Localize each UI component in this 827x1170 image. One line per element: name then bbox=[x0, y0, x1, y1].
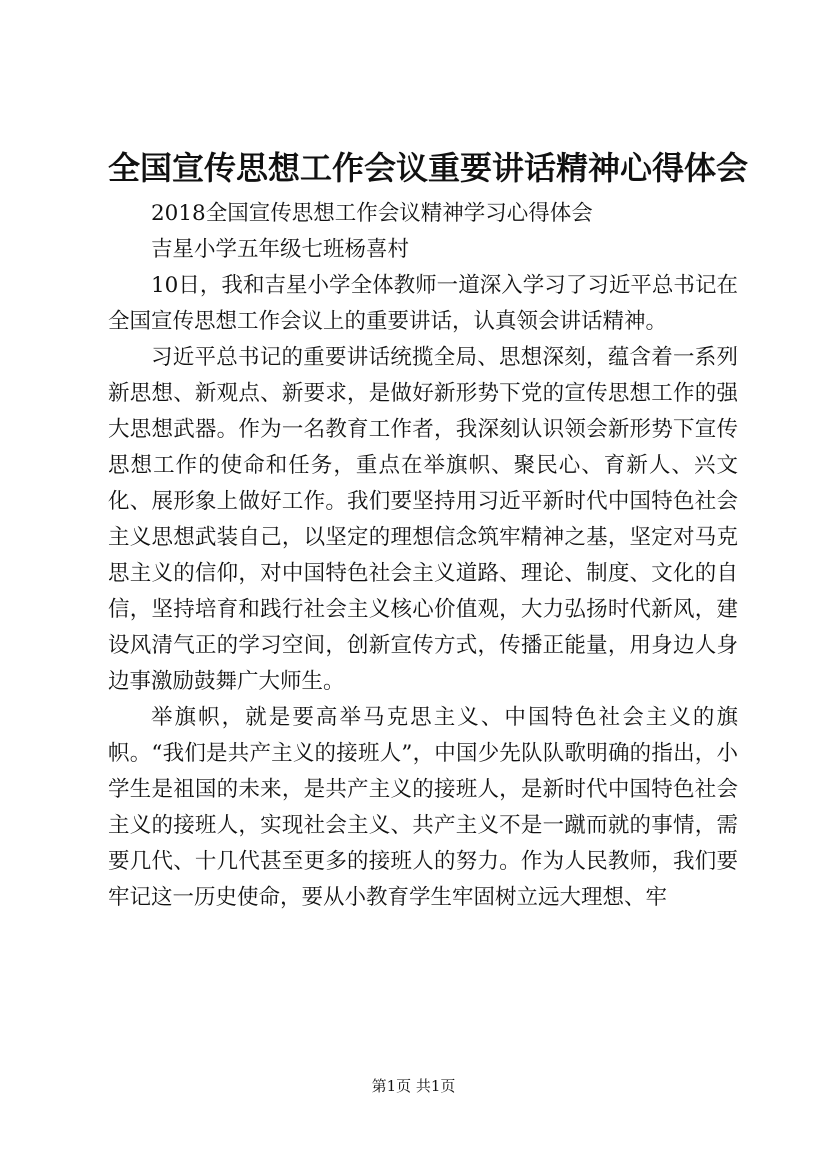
body-paragraph: 举旗帜，就是要高举马克思主义、中国特色社会主义的旗帜。“我们是共产主义的接班人”，中国少先队队歌明确的指出，小学生是祖国的未来，是共产主义的接班人，是新时代中国特色社会主义的接班人，实现社会主义、共产主义不是一蹴而就的事情，需要几代、十几代甚至更多的接班人的努力。作为人民教师，我们要牢记这一历史使命，要从小教育学生牢固树立远大理想、牢 bbox=[108, 705, 738, 910]
page-footer: 第1页 共1页 bbox=[371, 1077, 456, 1095]
body-paragraph: 10日，我和吉星小学全体教师一道深入学习了习近平总书记在全国宣传思想工作会议上的重要讲话，认真领会讲话精神。 bbox=[108, 273, 738, 334]
subtitle-line: 2018全国宣传思想工作会议精神学习心得体会 bbox=[151, 201, 593, 226]
document-body bbox=[108, 196, 738, 916]
document-title: 全国宣传思想工作会议重要讲话精神心得体会 bbox=[108, 149, 749, 187]
body-paragraph: 习近平总书记的重要讲话统揽全局、思想深刻，蕴含着一系列新思想、新观点、新要求，是做好新形势下党的宣传思想工作的强大思想武器。作为一名教育工作者，我深刻认识领会新形势下宣传思想工作的使命和任务，重点在举旗帜、聚民心、育新人、兴文化、展形象上做好工作。我们要坚持用习近平新时代中国特色社会主义思想武装自己，以坚定的理想信念筑牢精神之基，坚定对马克思主义的信仰，对中国特色社会主义道路、理论、制度、文化的自信，坚持培育和践行社会主义核心价值观，大力弘扬时代新风，建设风清气正的学习空间，创新宣传方式，传播正能量，用身边人身边事激励鼓舞广大师生。 bbox=[108, 345, 738, 694]
author-line: 吉星小学五年级七班杨喜村 bbox=[151, 237, 410, 262]
